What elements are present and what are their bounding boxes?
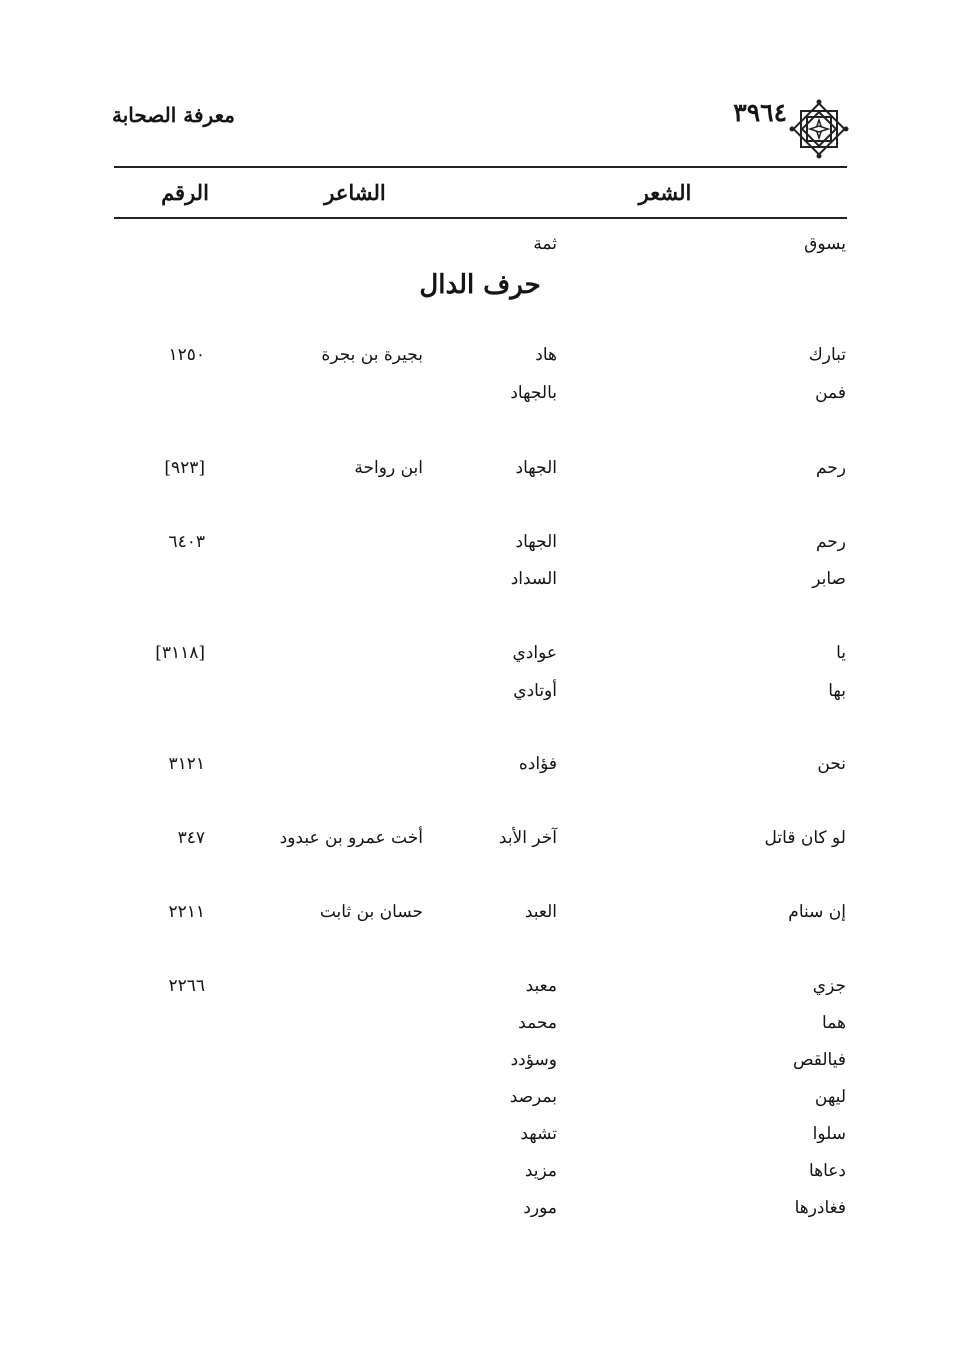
verse-end: بالجهاد	[510, 383, 557, 403]
verse-end: أوتادي	[513, 681, 557, 701]
column-header-poetry: الشعر	[638, 180, 692, 205]
verse-end: السداد	[510, 569, 557, 589]
verse-end: مزيد	[524, 1161, 557, 1181]
entry-number: [٣١١٨]	[155, 643, 205, 663]
ornament-icon	[788, 98, 850, 160]
verse-end: الجهاد	[515, 458, 557, 478]
verse-start: بها	[828, 681, 846, 701]
verse-end: الجهاد	[515, 532, 557, 552]
verse-start: جزي	[812, 976, 846, 996]
verse-start: رحم	[815, 458, 846, 478]
table-row	[0, 568, 953, 592]
entry-number: [٩٢٣]	[164, 458, 205, 478]
table-row	[0, 382, 953, 406]
verse-start: يسوق	[804, 234, 846, 254]
page-number: ٣٩٦٤	[733, 98, 787, 127]
table-row	[0, 642, 953, 666]
table-row	[0, 827, 953, 851]
column-header-number: الرقم	[161, 180, 209, 205]
verse-start: هما	[822, 1013, 846, 1033]
verse-start: نحن	[817, 754, 846, 774]
table-row	[0, 975, 953, 999]
table-row	[0, 531, 953, 555]
carryover-row	[0, 233, 953, 257]
verse-start: سلوا	[812, 1124, 846, 1144]
entry-number: ٦٤٠٣	[168, 532, 205, 552]
verse-start: لو كان قاتل	[764, 828, 846, 848]
column-header-poet: الشاعر	[324, 180, 386, 205]
poet-name: حسان بن ثابت	[319, 902, 423, 922]
entry-number: ٣٤٧	[177, 828, 205, 848]
table-row	[0, 1123, 953, 1147]
poet-name: ابن رواحة	[354, 458, 423, 478]
verse-start: فيالقص	[792, 1050, 846, 1070]
verse-start: صابر	[812, 569, 846, 589]
verse-start: فغادرها	[794, 1198, 846, 1218]
verse-end: وسؤدد	[510, 1050, 557, 1070]
verse-end: ثمة	[533, 234, 557, 254]
verse-start: يا	[836, 643, 846, 663]
verse-start: تبارك	[808, 345, 846, 365]
table-row	[0, 1086, 953, 1110]
poet-name: أخت عمرو بن عبدود	[279, 828, 423, 848]
verse-end: بمرصد	[509, 1087, 557, 1107]
verse-start: رحم	[815, 532, 846, 552]
verse-start: فمن	[815, 383, 846, 403]
table-row	[0, 457, 953, 481]
header-rule	[114, 166, 847, 168]
table-row	[0, 680, 953, 704]
verse-end: محمد	[518, 1013, 557, 1033]
entry-number: ٢٢٦٦	[168, 976, 205, 996]
entry-number: ٢٢١١	[168, 902, 205, 922]
table-row	[0, 753, 953, 777]
table-row	[0, 1197, 953, 1221]
poet-name: بجيرة بن بجرة	[321, 345, 423, 365]
table-row	[0, 1160, 953, 1184]
entry-number: ١٢٥٠	[168, 345, 205, 365]
verse-start: إن سنام	[788, 902, 846, 922]
verse-end: العبد	[524, 902, 557, 922]
column-header-rule	[114, 217, 847, 219]
verse-start: ليهن	[814, 1087, 846, 1107]
table-row	[0, 344, 953, 368]
table-row	[0, 901, 953, 925]
verse-end: معبد	[525, 976, 557, 996]
book-title: معرفة الصحابة	[112, 103, 235, 127]
verse-end: هاد	[535, 345, 557, 365]
verse-end: مورد	[523, 1198, 557, 1218]
section-title: حرف الدال	[419, 270, 541, 300]
entry-number: ٣١٢١	[168, 754, 205, 774]
table-row	[0, 1049, 953, 1073]
verse-end: فؤاده	[518, 754, 557, 774]
verse-end: تشهد	[520, 1124, 557, 1144]
table-row	[0, 1012, 953, 1036]
verse-start: دعاها	[808, 1161, 846, 1181]
verse-end: آخر الأبد	[498, 828, 557, 848]
verse-end: عوادي	[512, 643, 557, 663]
